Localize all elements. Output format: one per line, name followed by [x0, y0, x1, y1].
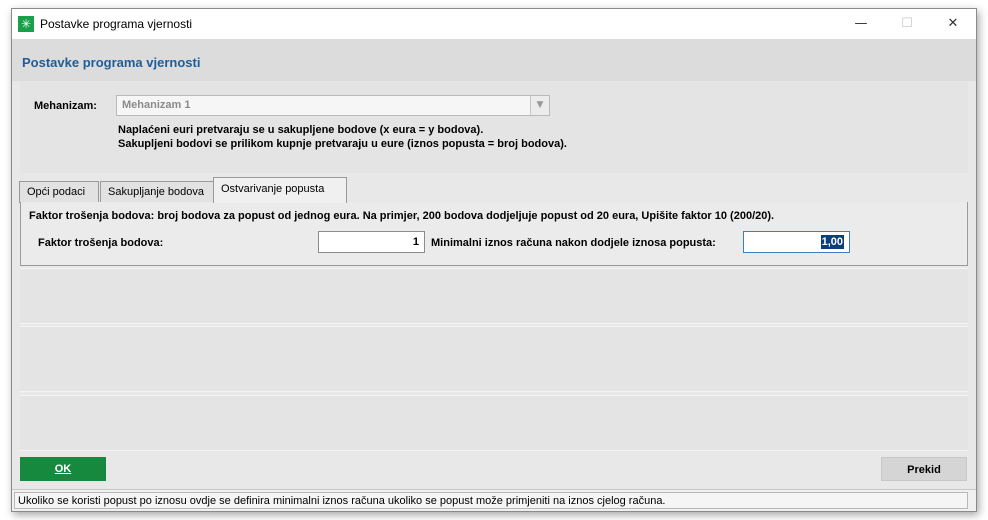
factor-info-text: Faktor trošenja bodova: broj bodova za popust od jednog eura. Na primjer, 200 bodova dodjeljuje popust od 20 eura, Upišite faktor 10 (200/20).	[29, 210, 775, 222]
title-bar[interactable]	[12, 9, 976, 39]
factor-label: Faktor trošenja bodova:	[38, 237, 164, 249]
empty-section-2	[20, 326, 968, 392]
empty-section-3	[20, 395, 968, 451]
minimize-button[interactable]: —	[854, 16, 868, 31]
min-amount-value: 1,00	[821, 236, 843, 248]
maximize-button: ☐	[901, 16, 913, 31]
empty-section-1	[20, 268, 968, 324]
window-title: Postavke programa vjernosti	[40, 17, 193, 31]
mechanism-select[interactable]	[116, 95, 550, 116]
mechanism-label: Mehanizam:	[34, 100, 97, 112]
cancel-button[interactable]: Prekid	[881, 457, 967, 481]
tab-opci-podaci[interactable]: Opći podaci	[19, 181, 99, 203]
factor-input[interactable]: 1	[318, 231, 425, 253]
status-bar	[12, 489, 976, 511]
mechanism-description-2: Sakupljeni bodovi se prilikom kupnje pretvaraju u eure (iznos popusta = broj bodova).	[118, 138, 567, 150]
tab-sakupljanje-bodova[interactable]: Sakupljanje bodova	[100, 181, 216, 203]
page-title: Postavke programa vjernosti	[22, 55, 201, 70]
min-amount-label: Minimalni iznos računa nakon dodjele iznosa popusta:	[431, 237, 716, 249]
close-button[interactable]: ✕	[947, 16, 959, 31]
mechanism-select-value: Mehanizam 1	[122, 99, 191, 111]
tab-ostvarivanje-popusta[interactable]: Ostvarivanje popusta	[213, 177, 347, 203]
status-text: Ukoliko se koristi popust po iznosu ovdje se definira minimalni iznos računa ukoliko se popust može primjeniti na iznos cjelog računa.	[14, 492, 968, 509]
ok-button[interactable]: OK	[20, 457, 106, 481]
dialog-window	[11, 8, 977, 512]
app-star-icon: ✳	[18, 16, 34, 32]
min-amount-input[interactable]	[743, 231, 850, 253]
chevron-down-icon[interactable]: ▼	[530, 96, 549, 115]
mechanism-description-1: Naplaćeni euri pretvaraju se u sakupljene bodove (x eura = y bodova).	[118, 124, 484, 136]
